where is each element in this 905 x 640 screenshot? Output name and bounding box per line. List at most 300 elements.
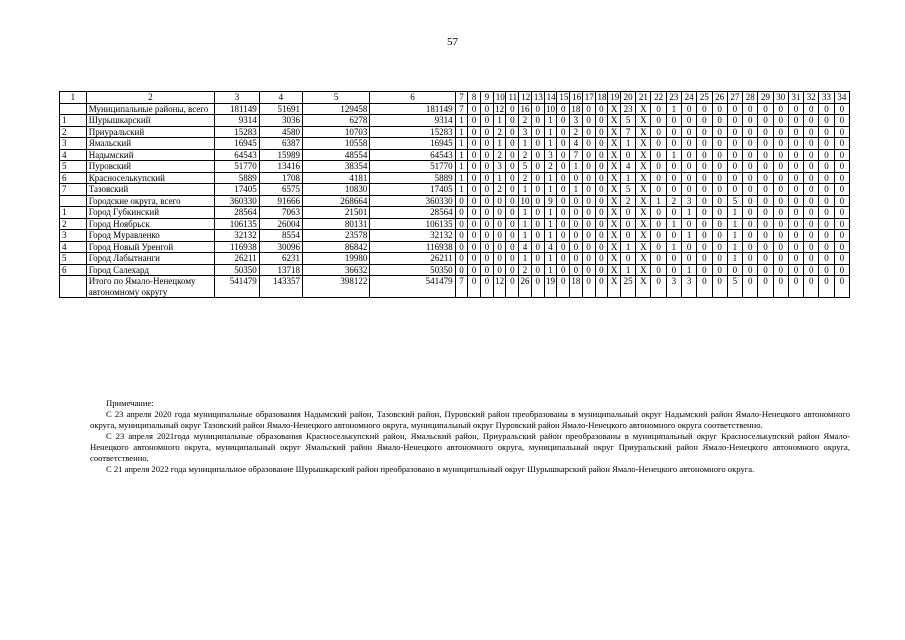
indicator-cell: 7 [455,276,468,298]
indicator-cell: 0 [819,115,834,127]
indicator-cell: 0 [570,241,583,253]
row-number-cell: 4 [60,241,87,253]
indicator-cell: 4 [544,241,557,253]
value-cell: 15283 [370,126,455,138]
indicator-cell: 4 [620,161,635,173]
indicator-cell: 0 [595,276,608,298]
value-cell: 541479 [215,276,260,298]
territory-name-cell: Пуровский [86,161,214,173]
indicator-cell: 0 [758,138,773,150]
indicator-cell: 0 [595,264,608,276]
indicator-cell: 0 [758,172,773,184]
indicator-cell: X [608,126,621,138]
column-number-cell: 12 [519,92,532,104]
indicator-cell: 0 [557,276,570,298]
table-row [60,126,850,138]
indicator-cell: X [636,253,651,265]
indicator-cell: 0 [682,115,697,127]
indicator-cell: 5 [727,276,742,298]
indicator-cell: 1 [544,172,557,184]
value-cell: 6231 [259,253,302,265]
indicator-cell: 4 [519,241,532,253]
indicator-cell: 2 [570,126,583,138]
value-cell: 80131 [302,218,369,230]
value-cell: 116938 [215,241,260,253]
indicator-cell: 10 [545,103,555,114]
indicator-cell: 0 [651,253,666,265]
row-number-cell: 1 [60,115,87,127]
indicator-cell: 0 [666,253,681,265]
row-number-cell: 7 [60,184,87,196]
indicator-cell: 0 [570,195,583,207]
indicator-cell: 0 [758,103,773,115]
indicator-cell: 1 [544,264,557,276]
indicator-cell: 0 [582,184,595,196]
indicator-cell: X [608,230,621,242]
indicator-cell: 0 [531,115,544,127]
indicator-cell: 1 [620,138,635,150]
indicator-cell: 0 [697,184,712,196]
territory-name-cell: Город Лабытнанги [86,253,214,265]
indicator-cell: 0 [557,126,570,138]
indicator-cell: 1 [455,138,468,150]
indicator-cell: 0 [712,184,727,196]
indicator-cell: 19 [544,276,557,298]
indicator-cell: X [636,276,651,298]
indicator-cell: 1 [519,184,532,196]
indicator-cell: 0 [682,172,697,184]
indicator-cell: 0 [697,230,712,242]
indicator-cell: 1 [666,241,681,253]
indicator-cell: 1 [682,264,697,276]
indicator-cell: 0 [712,172,727,184]
indicator-cell: 0 [531,161,544,173]
indicator-cell: 1 [620,172,635,184]
indicator-cell: 0 [531,207,544,219]
indicator-cell: 0 [531,218,544,230]
territory-name-cell: Город Губкинский [86,207,214,219]
value-cell: 13416 [259,161,302,173]
indicator-cell: 0 [697,138,712,150]
indicator-cell: 0 [493,253,506,265]
indicator-cell: 0 [743,138,758,150]
indicator-cell: 0 [758,253,773,265]
indicator-cell: 0 [582,207,595,219]
indicator-cell: 0 [727,103,742,115]
indicator-cell: 1 [666,218,681,230]
column-number-cell: 1 [60,92,87,104]
indicator-cell: 0 [468,184,481,196]
indicator-cell: 0 [834,149,849,161]
indicator-cell: 0 [834,218,849,230]
value-cell: 19980 [302,253,369,265]
indicator-cell: 0 [773,264,788,276]
value-cell: 129458 [302,103,369,115]
indicator-cell: 0 [727,184,742,196]
indicator-cell: 0 [743,161,758,173]
value-cell: 268664 [302,195,369,207]
indicator-cell: 1 [727,207,742,219]
column-number-cell: 9 [481,92,494,104]
indicator-cell: 0 [743,218,758,230]
indicator-cell: 1 [455,115,468,127]
value-cell: 26211 [215,253,260,265]
indicator-cell: 0 [557,241,570,253]
table-row [60,264,850,276]
indicator-cell: 0 [788,184,803,196]
indicator-cell: 5 [519,161,532,173]
indicator-cell: 0 [697,195,712,207]
indicator-cell: 0 [620,253,635,265]
indicator-cell: 0 [804,195,819,207]
indicator-cell: 1 [544,138,557,150]
indicator-cell: 0 [506,276,519,298]
indicator-cell: 0 [804,264,819,276]
indicator-cell: 0 [557,264,570,276]
indicator-cell: 0 [582,230,595,242]
value-cell: 23578 [302,230,369,242]
indicator-cell: 0 [682,184,697,196]
indicator-cell: X [608,172,621,184]
indicator-cell: 0 [804,149,819,161]
indicator-cell: 0 [557,230,570,242]
indicator-cell: 0 [682,149,697,161]
indicator-cell: 0 [455,230,468,242]
indicator-cell: X [608,184,621,196]
indicator-cell: 1 [455,172,468,184]
row-number-cell: 5 [60,161,87,173]
value-cell: 17405 [370,184,455,196]
value-cell: 51770 [215,161,260,173]
indicator-cell: 0 [651,115,666,127]
table-row [60,103,850,115]
indicator-cell: X [608,115,621,127]
indicator-cell: 1 [651,195,666,207]
indicator-cell: 0 [557,253,570,265]
indicator-cell: 16 [520,103,530,114]
territory-name-cell: Город Муравленко [86,230,214,242]
indicator-cell: 0 [651,264,666,276]
value-cell: 9314 [370,115,455,127]
indicator-cell: 0 [481,241,494,253]
value-cell: 51691 [259,103,302,115]
indicator-cell: 0 [481,172,494,184]
indicator-cell: X [636,218,651,230]
table-row [60,276,850,298]
indicator-cell: 0 [620,149,635,161]
indicator-cell: 0 [531,241,544,253]
column-number-cell: 4 [259,92,302,104]
table-row [60,207,850,219]
indicator-cell: 0 [468,253,481,265]
indicator-cell: 0 [651,218,666,230]
indicator-cell: 1 [493,138,506,150]
value-cell: 181149 [370,103,455,115]
indicator-cell: 1 [666,103,681,115]
indicator-cell: 0 [804,207,819,219]
row-number-cell [60,103,87,115]
value-cell: 32132 [215,230,260,242]
indicator-cell: 0 [651,241,666,253]
indicator-cell: 2 [519,149,532,161]
indicator-cell: 1 [519,218,532,230]
value-cell: 36632 [302,264,369,276]
indicator-cell: 0 [697,207,712,219]
indicator-cell: 0 [666,138,681,150]
indicator-cell: 1 [570,184,583,196]
indicator-cell: 0 [788,115,803,127]
indicator-cell: 0 [712,138,727,150]
indicator-cell: 0 [804,126,819,138]
indicator-cell: 0 [697,218,712,230]
indicator-cell: 1 [544,230,557,242]
indicator-cell: 0 [819,126,834,138]
indicator-cell: X [636,264,651,276]
column-number-cell: 19 [608,92,621,104]
value-cell: 91666 [259,195,302,207]
value-cell: 32132 [370,230,455,242]
indicator-cell: 0 [620,207,635,219]
indicator-cell: 0 [773,103,788,115]
indicator-cell: 0 [468,207,481,219]
indicator-cell: 0 [455,264,468,276]
row-number-cell: 4 [60,149,87,161]
indicator-cell: 0 [697,126,712,138]
indicator-cell: 4 [570,138,583,150]
indicator-cell: 0 [666,126,681,138]
value-cell: 106135 [370,218,455,230]
indicator-cell: 0 [620,218,635,230]
indicator-cell: 0 [682,138,697,150]
indicator-cell: 0 [651,172,666,184]
indicator-cell: 0 [506,253,519,265]
value-cell: 50350 [370,264,455,276]
indicator-cell: 0 [834,264,849,276]
territory-name-cell: Надымский [86,149,214,161]
value-cell: 28564 [370,207,455,219]
territory-name-cell: Красноселькупский [86,172,214,184]
value-cell: 7063 [259,207,302,219]
indicator-cell: 0 [666,115,681,127]
column-number-cell: 13 [531,92,544,104]
column-number-cell: 22 [651,92,666,104]
indicator-cell: 0 [582,138,595,150]
column-number-cell: 27 [727,92,742,104]
territory-name-cell: Шурышкарский [86,115,214,127]
indicator-cell: 0 [712,207,727,219]
value-cell: 26211 [370,253,455,265]
indicator-cell: 0 [773,161,788,173]
indicator-cell: 3 [493,161,506,173]
indicator-cell: 0 [788,218,803,230]
indicator-cell: X [636,126,651,138]
indicator-cell: 0 [697,103,712,115]
indicator-cell: 0 [697,161,712,173]
indicator-cell: 0 [804,103,819,115]
indicator-cell: 0 [834,253,849,265]
value-cell: 360330 [215,195,260,207]
indicator-cell: X [636,103,651,115]
indicator-cell: 0 [651,230,666,242]
indicator-cell: 0 [819,172,834,184]
column-number-cell: 7 [455,92,468,104]
indicator-cell: 0 [727,138,742,150]
indicator-cell: 0 [582,149,595,161]
indicator-cell: 0 [468,172,481,184]
indicator-cell: 0 [666,207,681,219]
indicator-cell: X [636,184,651,196]
value-cell: 4580 [259,126,302,138]
indicator-cell: 0 [595,195,608,207]
indicator-cell: 0 [712,241,727,253]
indicator-cell: 0 [712,253,727,265]
indicator-cell: 0 [651,138,666,150]
indicator-cell: 0 [506,126,519,138]
column-number-cell: 8 [468,92,481,104]
indicator-cell: 0 [582,195,595,207]
indicator-cell: 0 [804,241,819,253]
indicator-cell: 0 [834,161,849,173]
indicator-cell: 0 [758,126,773,138]
indicator-cell: 0 [570,172,583,184]
indicator-cell: 1 [493,172,506,184]
indicator-cell: 3 [682,276,697,298]
indicator-cell: 0 [758,241,773,253]
indicator-cell: 0 [773,253,788,265]
indicator-cell: 0 [468,218,481,230]
indicator-cell: 1 [519,207,532,219]
indicator-cell: X [636,241,651,253]
indicator-cell: 0 [468,230,481,242]
indicator-cell: 0 [595,161,608,173]
row-number-cell [60,276,87,298]
statistics-table [59,91,850,298]
header-row [60,92,850,104]
indicator-cell: 18 [570,276,583,298]
indicator-cell: 0 [666,172,681,184]
value-cell: 9314 [215,115,260,127]
indicator-cell: 0 [531,230,544,242]
column-number-cell: 24 [682,92,697,104]
indicator-cell: 2 [519,264,532,276]
value-cell: 17405 [215,184,260,196]
indicator-cell: 0 [788,149,803,161]
indicator-cell: 1 [519,230,532,242]
indicator-cell: 0 [493,230,506,242]
territory-name-cell: Город Ноябрьск [86,218,214,230]
indicator-cell: 2 [519,172,532,184]
indicator-cell: 0 [743,172,758,184]
indicator-cell: 0 [557,207,570,219]
indicator-cell: 0 [531,195,544,207]
indicator-cell: 0 [743,184,758,196]
row-number-cell: 3 [60,230,87,242]
indicator-cell: 0 [788,253,803,265]
column-number-cell: 18 [595,92,608,104]
territory-name-cell: Город Салехард [86,264,214,276]
indicator-cell: 0 [758,218,773,230]
indicator-cell: 0 [595,115,608,127]
indicator-cell: 0 [819,161,834,173]
indicator-cell: 0 [493,195,506,207]
indicator-cell: 0 [712,126,727,138]
indicator-cell: 0 [666,264,681,276]
indicator-cell: 0 [506,230,519,242]
indicator-cell: 1 [455,184,468,196]
indicator-cell: X [608,103,621,115]
indicator-cell: 0 [743,230,758,242]
table-row [60,138,850,150]
territory-name-cell: Итого по Ямало-Ненецкому автономному округу [86,276,214,298]
value-cell: 143357 [259,276,302,298]
indicator-cell: 0 [682,161,697,173]
value-cell: 26004 [259,218,302,230]
indicator-cell: 0 [506,195,519,207]
indicator-cell: 0 [834,103,849,115]
indicator-cell: 1 [682,230,697,242]
indicator-cell: 1 [519,138,532,150]
indicator-cell: 0 [595,207,608,219]
indicator-cell: 0 [758,230,773,242]
indicator-cell: 2 [666,195,681,207]
indicator-cell: 0 [468,103,481,115]
indicator-cell: 0 [682,241,697,253]
indicator-cell: 0 [570,264,583,276]
indicator-cell: 7 [620,126,635,138]
indicator-cell: 0 [819,230,834,242]
indicator-cell: 0 [712,103,727,115]
indicator-cell: 0 [819,103,834,115]
indicator-cell: 0 [468,149,481,161]
table-row [60,115,850,127]
indicator-cell: 1 [544,207,557,219]
indicator-cell: 0 [557,161,570,173]
indicator-cell: 0 [788,172,803,184]
indicator-cell: X [636,115,651,127]
indicator-cell: 0 [651,161,666,173]
indicator-cell: 0 [697,253,712,265]
column-number-cell: 26 [712,92,727,104]
indicator-cell: 7 [570,149,583,161]
indicator-cell: X [608,276,621,298]
indicator-cell: 0 [819,241,834,253]
indicator-cell: 0 [455,241,468,253]
table-row [60,184,850,196]
indicator-cell: 26 [519,276,532,298]
indicator-cell: 0 [666,161,681,173]
indicator-cell: 0 [651,103,666,115]
indicator-cell: 0 [773,184,788,196]
value-cell: 1708 [259,172,302,184]
value-cell: 6387 [259,138,302,150]
indicator-cell: 0 [712,149,727,161]
indicator-cell: X [636,149,651,161]
indicator-cell: 0 [506,241,519,253]
indicator-cell: 0 [570,230,583,242]
indicator-cell: 3 [682,195,697,207]
indicator-cell: 0 [557,184,570,196]
value-cell: 30096 [259,241,302,253]
indicator-cell: 18 [571,103,581,114]
value-cell: 51770 [370,161,455,173]
indicator-cell: 3 [544,149,557,161]
indicator-cell: 0 [788,195,803,207]
indicator-cell: 0 [788,241,803,253]
indicator-cell: 0 [582,241,595,253]
notes-section [90,398,850,475]
value-cell: 21501 [302,207,369,219]
indicator-cell: X [636,230,651,242]
